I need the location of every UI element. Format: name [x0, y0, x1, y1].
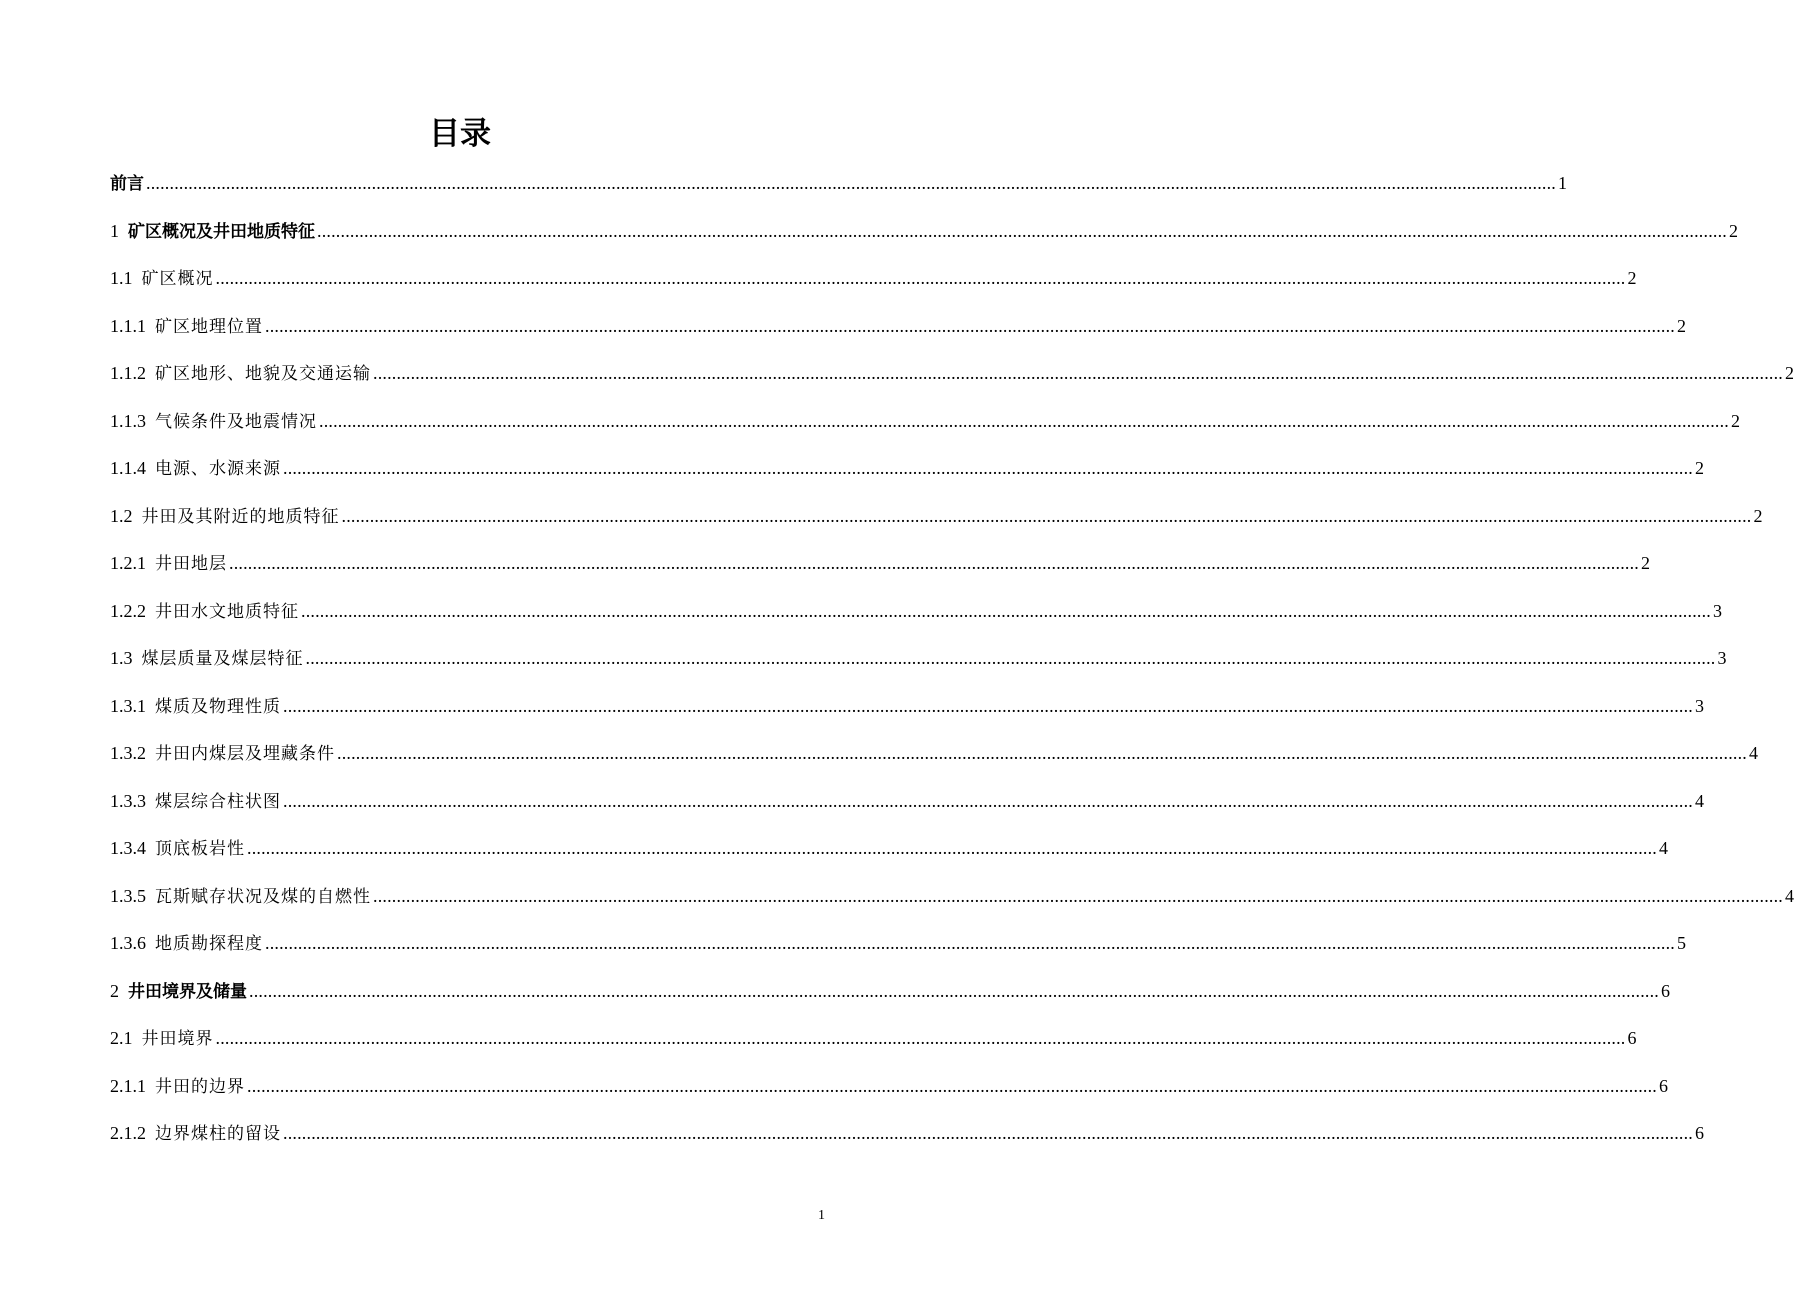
toc-entry-label: 煤质及物理性质 [155, 697, 281, 717]
toc-entry-label: 井田的边界 [155, 1077, 245, 1097]
toc-entry-page-number: 4 [1785, 886, 1794, 906]
toc-dot-leader: ............................................................................................................................................................................................................................................................................................................ [215, 268, 1626, 288]
toc-entry-number: 1.1.4 [110, 458, 146, 478]
toc-entry[interactable] [110, 453, 1704, 483]
toc-entry-page-number: 2 [1729, 221, 1738, 241]
toc-entry[interactable] [110, 216, 1738, 246]
toc-entry-page-number: 6 [1627, 1028, 1637, 1048]
toc-dot-leader: ............................................................................................................................................................................................................................................................................................................ [247, 838, 1657, 858]
toc-entry-number: 2.1.2 [110, 1123, 146, 1143]
toc-entry[interactable] [110, 881, 1794, 911]
toc-entry[interactable] [110, 596, 1722, 626]
toc-entry-page-number: 3 [1717, 648, 1727, 668]
toc-entry-label: 井田境界及储量 [128, 982, 247, 1002]
toc-entry-page-number: 4 [1695, 791, 1704, 811]
toc-entry-page-number: 2 [1677, 316, 1686, 336]
toc-entry-number: 1.3.5 [110, 886, 146, 906]
toc-entry-number: 1.3 [110, 648, 133, 668]
toc-entry[interactable] [110, 928, 1686, 958]
toc-entry[interactable] [110, 548, 1650, 578]
toc-entry-label: 电源、水源来源 [155, 459, 281, 479]
toc-entry[interactable] [110, 263, 1637, 293]
toc-entry-number: 1.1 [110, 268, 133, 288]
footer-page-number: 1 [818, 1208, 825, 1223]
toc-entry-number: 1.3.6 [110, 933, 146, 953]
page-title: 目录 [429, 116, 491, 152]
toc-entry[interactable] [110, 311, 1686, 341]
toc-entry[interactable] [110, 501, 1763, 531]
toc-entry-label: 矿区地理位置 [155, 317, 263, 337]
toc-entry-page-number: 2 [1731, 411, 1740, 431]
toc-entry-number: 1.2 [110, 506, 133, 526]
toc-entry-number: 2.1 [110, 1028, 133, 1048]
toc-entry-label: 矿区地形、地貌及交通运输 [155, 364, 371, 384]
toc-entry-page-number: 2 [1641, 553, 1650, 573]
toc-entry-label: 地质勘探程度 [155, 934, 263, 954]
toc-dot-leader: ............................................................................................................................................................................................................................................................................................................ [265, 933, 1675, 953]
toc-dot-leader: ............................................................................................................................................................................................................................................................................................................ [215, 1028, 1626, 1048]
toc-dot-leader: ............................................................................................................................................................................................................................................................................................................ [283, 1123, 1693, 1143]
toc-dot-leader: ............................................................................................................................................................................................................................................................................................................ [317, 221, 1727, 241]
toc-entry-page-number: 6 [1661, 981, 1670, 1001]
toc-dot-leader: ............................................................................................................................................................................................................................................................................................................ [283, 458, 1693, 478]
toc-entry-number: 2 [110, 981, 119, 1001]
toc-entry[interactable] [110, 1118, 1704, 1148]
toc-dot-leader: ............................................................................................................................................................................................................................................................................................................ [247, 1076, 1657, 1096]
toc-dot-leader: ............................................................................................................................................................................................................................................................................................................ [373, 363, 1783, 383]
toc-entry-label: 井田境界 [141, 1029, 214, 1049]
toc-entry-number: 1.2.1 [110, 553, 146, 573]
toc-dot-leader: ............................................................................................................................................................................................................................................................................................................ [341, 506, 1752, 526]
toc-entry-number: 1.1.1 [110, 316, 146, 336]
toc-entry-label: 井田及其附近的地质特征 [141, 507, 340, 527]
toc-entry-page-number: 4 [1659, 838, 1668, 858]
toc-entry[interactable] [110, 1071, 1668, 1101]
toc-entry-label: 前言 [110, 174, 144, 194]
toc-entry-label: 矿区概况及井田地质特征 [128, 222, 315, 242]
toc-entry[interactable] [110, 786, 1704, 816]
toc-dot-leader: ............................................................................................................................................................................................................................................................................................................ [301, 601, 1711, 621]
toc-entry-label: 瓦斯赋存状况及煤的自燃性 [155, 887, 371, 907]
toc-entry-number: 1.2.2 [110, 601, 146, 621]
toc-entry-label: 煤层质量及煤层特征 [141, 649, 304, 669]
toc-entry-page-number: 2 [1695, 458, 1704, 478]
toc-dot-leader: ............................................................................................................................................................................................................................................................................................................ [283, 791, 1693, 811]
toc-entry-label: 气候条件及地震情况 [155, 412, 317, 432]
toc-entry-label: 顶底板岩性 [155, 839, 245, 859]
toc-dot-leader: ............................................................................................................................................................................................................................................................................................................ [337, 743, 1747, 763]
toc-entry-label: 井田水文地质特征 [155, 602, 299, 622]
toc-entry-page-number: 5 [1677, 933, 1686, 953]
toc-entry-label: 井田内煤层及埋藏条件 [155, 744, 335, 764]
toc-entry-number: 1.3.2 [110, 743, 146, 763]
toc-dot-leader: ............................................................................................................................................................................................................................................................................................................ [305, 648, 1716, 668]
toc-dot-leader: ............................................................................................................................................................................................................................................................................................................ [249, 981, 1659, 1001]
toc-entry[interactable] [110, 406, 1740, 436]
toc-entry[interactable] [110, 643, 1727, 673]
toc-entry-page-number: 3 [1695, 696, 1704, 716]
toc-entry-label: 矿区概况 [141, 269, 214, 289]
toc-entry-label: 边界煤柱的留设 [155, 1124, 281, 1144]
toc-entry-number: 1.3.4 [110, 838, 146, 858]
toc-entry[interactable] [110, 1023, 1637, 1053]
toc-entry[interactable] [110, 358, 1794, 388]
toc-entry-page-number: 1 [1558, 173, 1567, 193]
toc-entry-page-number: 2 [1753, 506, 1763, 526]
toc-entry-label: 井田地层 [155, 554, 227, 574]
toc-dot-leader: ............................................................................................................................................................................................................................................................................................................ [146, 173, 1556, 193]
toc-dot-leader: ............................................................................................................................................................................................................................................................................................................ [283, 696, 1693, 716]
toc-entry-number: 2.1.1 [110, 1076, 146, 1096]
toc-entry-label: 煤层综合柱状图 [155, 792, 281, 812]
toc-entry-page-number: 4 [1749, 743, 1758, 763]
toc-entry-page-number: 3 [1713, 601, 1722, 621]
toc-dot-leader: ............................................................................................................................................................................................................................................................................................................ [229, 553, 1639, 573]
toc-entry-number: 1.3.1 [110, 696, 146, 716]
toc-entry[interactable] [110, 691, 1704, 721]
toc-entry[interactable] [110, 168, 1567, 198]
toc-dot-leader: ............................................................................................................................................................................................................................................................................................................ [265, 316, 1675, 336]
toc-entry-number: 1 [110, 221, 119, 241]
toc-dot-leader: ............................................................................................................................................................................................................................................................................................................ [319, 411, 1729, 431]
toc-entry[interactable] [110, 976, 1670, 1006]
toc-entry-number: 1.1.2 [110, 363, 146, 383]
toc-entry[interactable] [110, 833, 1668, 863]
toc-entry-page-number: 6 [1695, 1123, 1704, 1143]
toc-entry-number: 1.3.3 [110, 791, 146, 811]
toc-entry-number: 1.1.3 [110, 411, 146, 431]
toc-entry-page-number: 2 [1627, 268, 1637, 288]
toc-entry[interactable] [110, 738, 1758, 768]
toc-entry-page-number: 2 [1785, 363, 1794, 383]
toc-dot-leader: ............................................................................................................................................................................................................................................................................................................ [373, 886, 1783, 906]
toc-entry-page-number: 6 [1659, 1076, 1668, 1096]
